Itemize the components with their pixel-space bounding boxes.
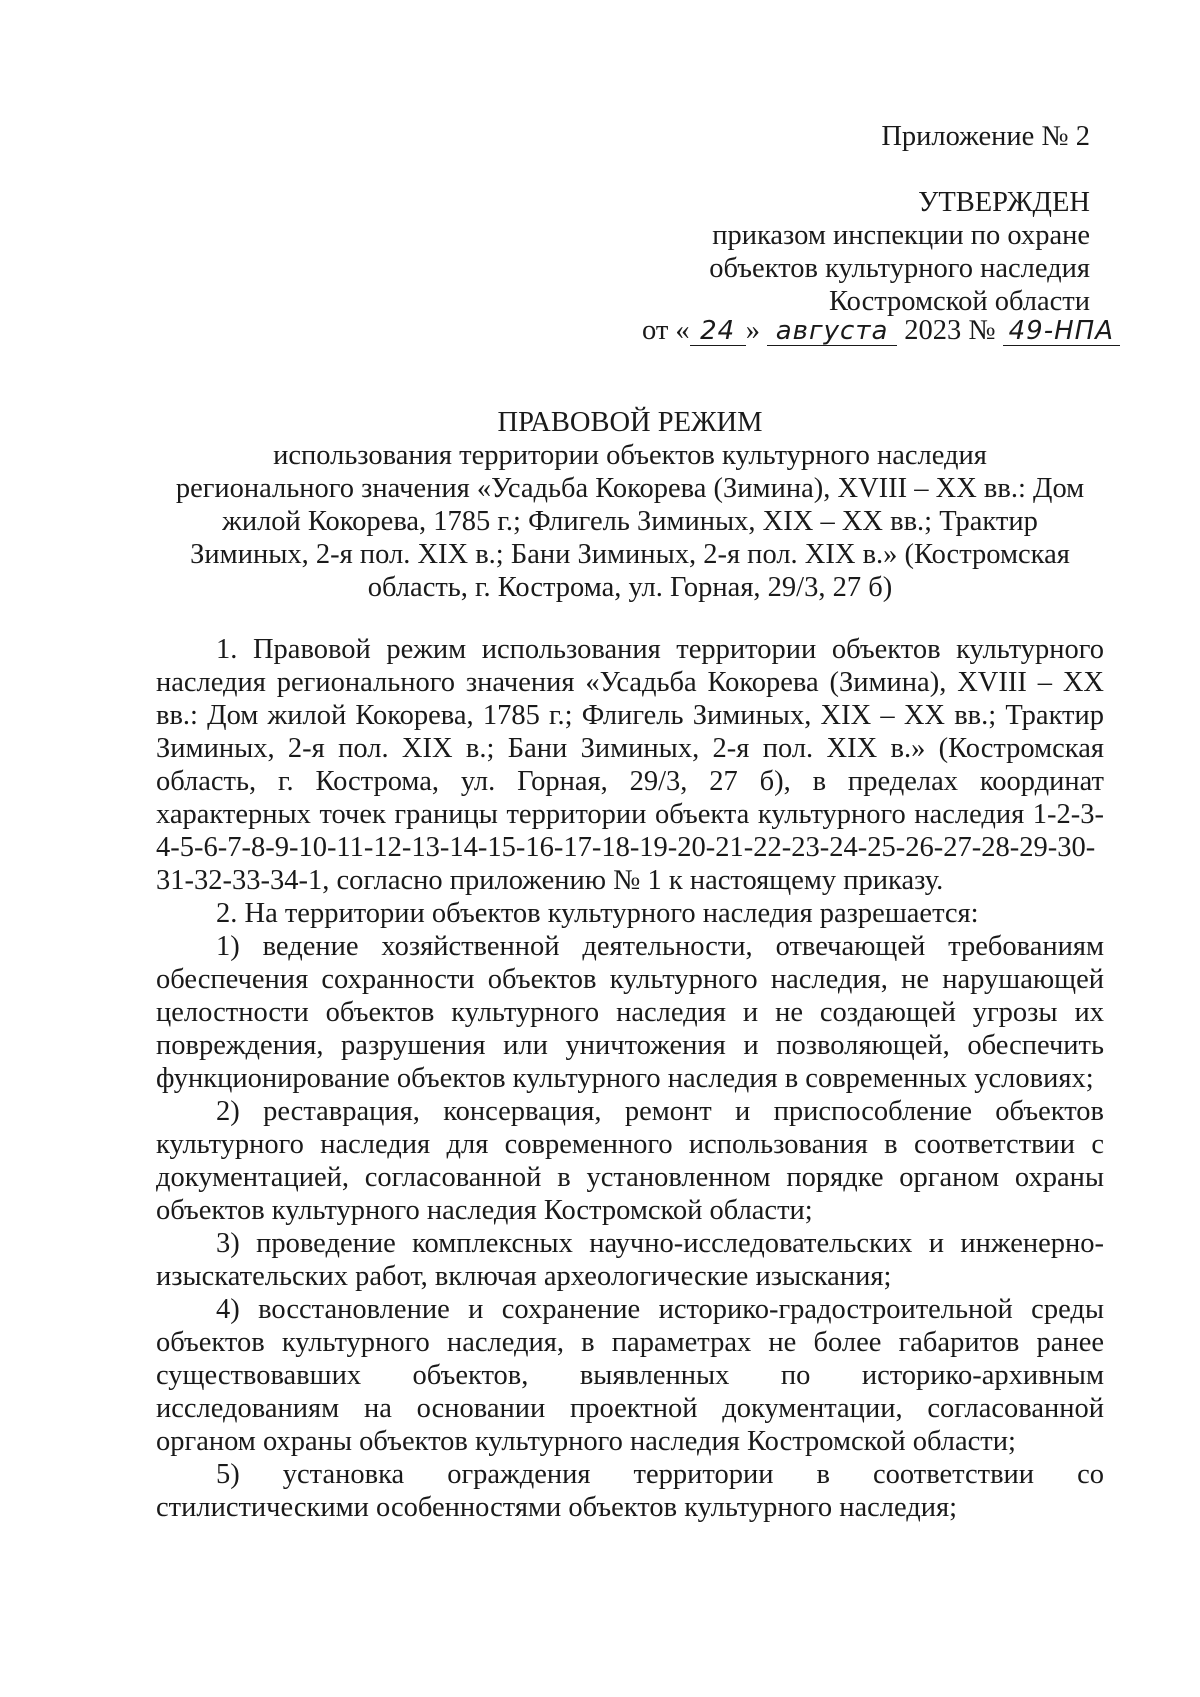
handwritten-month: августа: [767, 317, 897, 346]
handwritten-order-number: 49-НПА: [1003, 317, 1120, 346]
list-item-5: 5) установка ограждения территории в соответствии со стилистическими особенностями объектов культурного наследия;: [156, 1459, 1104, 1523]
document-title: [150, 406, 1110, 604]
title-subline: жилой Кокорева, 1785 г.; Флигель Зиминых, XIX – XX вв.; Трактир: [222, 506, 1038, 537]
title-subline: регионального значения «Усадьба Кокорева (Зимина), XVIII – XX вв.: Дом: [175, 473, 1085, 504]
handwritten-day: 24: [690, 317, 746, 346]
title-subline: Зиминых, 2-я пол. XIX в.; Бани Зиминых, 2-я пол. XIX в.» (Костромская: [190, 539, 1070, 570]
approval-order-line: приказом инспекции по охране: [712, 220, 1090, 251]
paragraph-2: 2. На территории объектов культурного наследия разрешается:: [216, 898, 979, 929]
date-prefix: от «: [641, 315, 690, 346]
annex-number: Приложение № 2: [881, 121, 1090, 152]
approval-order-line: Костромской области: [829, 286, 1090, 317]
document-body: [156, 633, 1104, 1524]
date-year-number-label: 2023 №: [904, 315, 996, 346]
title-subline: использования территории объектов культурного наследия: [273, 440, 987, 471]
list-item-3: 3) проведение комплексных научно-исследовательских и инженерно-изыскательских работ, включая археологические изыскания;: [156, 1228, 1104, 1292]
list-item-2: 2) реставрация, консервация, ремонт и приспособление объектов культурного наследия для современного использования в соответствии с документацией, согласованной в установленном порядке органом охраны объектов культурного наследия Костромской области;: [156, 1096, 1104, 1226]
list-item-1: 1) ведение хозяйственной деятельности, отвечающей требованиям обеспечения сохранности объектов культурного наследия, не нарушающей целостности объектов культурного наследия и не создающей угрозы их повреждения, разрушения или уничтожения и позволяющей, обеспечить функционирование объектов культурного наследия в современных условиях;: [156, 931, 1104, 1094]
date-quote-close: »: [745, 315, 760, 346]
order-date-line: [642, 314, 1120, 347]
paragraph-1: 1. Правовой режим использования территории объектов культурного наследия регионального значения «Усадьба Кокорева (Зимина), XVIII – XX вв.: Дом жилой Кокорева, 1785 г.; Флигель Зиминых, XIX – XX вв.; Трактир Зиминых, 2-я пол. XIX в.; Бани Зиминых, 2-я пол. XIX в.» (Костромская область, г. Кострома, ул. Горная, 29/3, 27 б), в пределах координат характерных точек границы территории объекта культурного наследия 1-2-3-4-5-6-7-8-9-10-11-12-13-14-15-16-17-18-19-20-21-22-23-24-25-26-27-28-29-30-31-32-33-34-1, согласно приложению № 1 к настоящему приказу.: [156, 634, 1104, 896]
list-item-4: 4) восстановление и сохранение историко-градостроительной среды объектов культурного наследия, в параметрах не более габаритов ранее существовавших объектов, выявленных по историко-архивным исследованиям на основании проектной документации, согласованной органом охраны объектов культурного наследия Костромской области;: [156, 1294, 1104, 1457]
title-heading: ПРАВОВОЙ РЕЖИМ: [497, 407, 763, 438]
approved-stamp-heading: УТВЕРЖДЕН: [918, 187, 1090, 218]
title-subline: область, г. Кострома, ул. Горная, 29/3, 27 б): [367, 572, 893, 603]
approval-order-line: объектов культурного наследия: [709, 253, 1090, 284]
